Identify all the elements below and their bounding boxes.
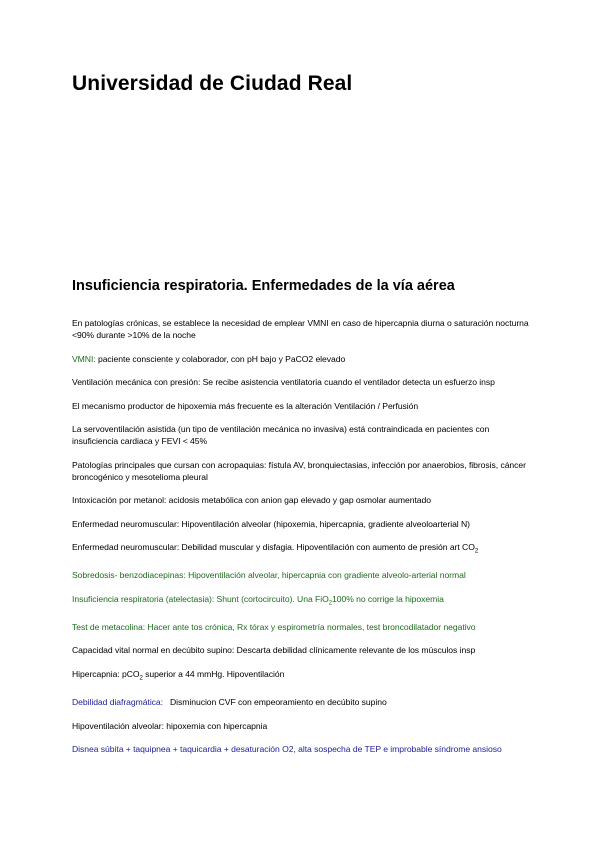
note-item <box>72 720 532 732</box>
note-text: Disminucion CVF con empeoramiento en decúbito supino <box>163 697 387 708</box>
note-text: La servoventilación asistida (un tipo de ventilación mecánica no invasiva) está contraindicada en pacientes con insuficiencia cardiaca y FEVI < 45% <box>72 424 490 446</box>
note-text: El mecanismo productor de hipoxemia más frecuente es la alteración Ventilación / Perfusión <box>72 400 419 411</box>
note-item <box>72 376 532 388</box>
note-item <box>72 400 532 412</box>
notes-list <box>72 317 532 767</box>
subscript: 2 <box>328 600 332 607</box>
note-text-continued: superior a 44 mmHg. Hipoventilación <box>142 668 285 679</box>
note-item <box>72 353 532 365</box>
note-item <box>72 743 532 755</box>
note-text: Test de metacolina: Hacer ante tos crónica, Rx tórax y espirometría normales, test broncodilatador negativo <box>72 621 476 632</box>
note-item <box>72 423 532 447</box>
note-item <box>72 593 532 610</box>
note-text: Capacidad vital normal en decúbito supino: Descarta debilidad clínicamente relevante de los músculos insp <box>72 645 476 656</box>
subscript: 2 <box>139 675 143 682</box>
note-text: Intoxicación por metanol: acidosis metabólica con anion gap elevado y gap osmolar aumentado <box>72 495 431 505</box>
note-text: paciente consciente y colaborador, con pH bajo y PaCO2 elevado <box>95 353 346 364</box>
note-text: Sobredosis- benzodiacepinas: Hipoventilación alveolar, hipercapnia con gradiente alveolo-arterial normal <box>72 570 466 581</box>
note-text: Insuficiencia respiratoria (atelectasia): Shunt (cortocircuito). Una FiO <box>72 593 329 604</box>
note-item <box>72 317 532 341</box>
note-item <box>72 668 532 685</box>
note-item <box>72 541 532 558</box>
note-item <box>72 644 532 656</box>
note-prefix: VMNI: <box>72 353 96 364</box>
section-title: Insuficiencia respiratoria. Enfermedades de la vía aérea <box>72 278 455 294</box>
note-item <box>72 459 532 483</box>
note-text: Patologías principales que cursan con acropaquias: fístula AV, bronquiectasias, infección por anaerobios, fibrosis, cáncer broncogénico y mesotelioma pleural <box>72 459 526 482</box>
note-text: Hipercapnia: pCO <box>72 668 140 679</box>
note-text: En patologías crónicas, se establece la necesidad de emplear VMNI en caso de hipercapnia diurna o saturación nocturna <90% durante >10% de la noche <box>72 318 529 340</box>
subscript: 2 <box>474 548 479 555</box>
note-prefix: Debilidad diafragmática: <box>72 697 163 708</box>
note-text: Enfermedad neuromuscular: Debilidad muscular y disfagia. Hipoventilación con aumento de presión art CO <box>72 542 475 552</box>
note-text: Ventilación mecánica con presión: Se recibe asistencia ventilatoria cuando el ventilador detecta un esfuerzo insp <box>72 377 495 387</box>
note-item <box>72 494 532 506</box>
note-text: Hipoventilación alveolar: hipoxemia con hipercapnia <box>72 720 268 731</box>
university-title: Universidad de Ciudad Real <box>72 72 353 95</box>
note-item <box>72 569 532 581</box>
note-item <box>72 621 532 633</box>
note-item <box>72 518 532 530</box>
note-text: Enfermedad neuromuscular: Hipoventilación alveolar (hipoxemia, hipercapnia, gradiente alveoloarterial N) <box>72 518 470 529</box>
note-text: Disnea súbita + taquipnea + taquicardia + desaturación O2, alta sospecha de TEP e improbable síndrome ansioso <box>72 744 502 755</box>
note-item <box>72 696 532 708</box>
note-text-continued: 100% no corrige la hipoxemia <box>332 593 444 604</box>
